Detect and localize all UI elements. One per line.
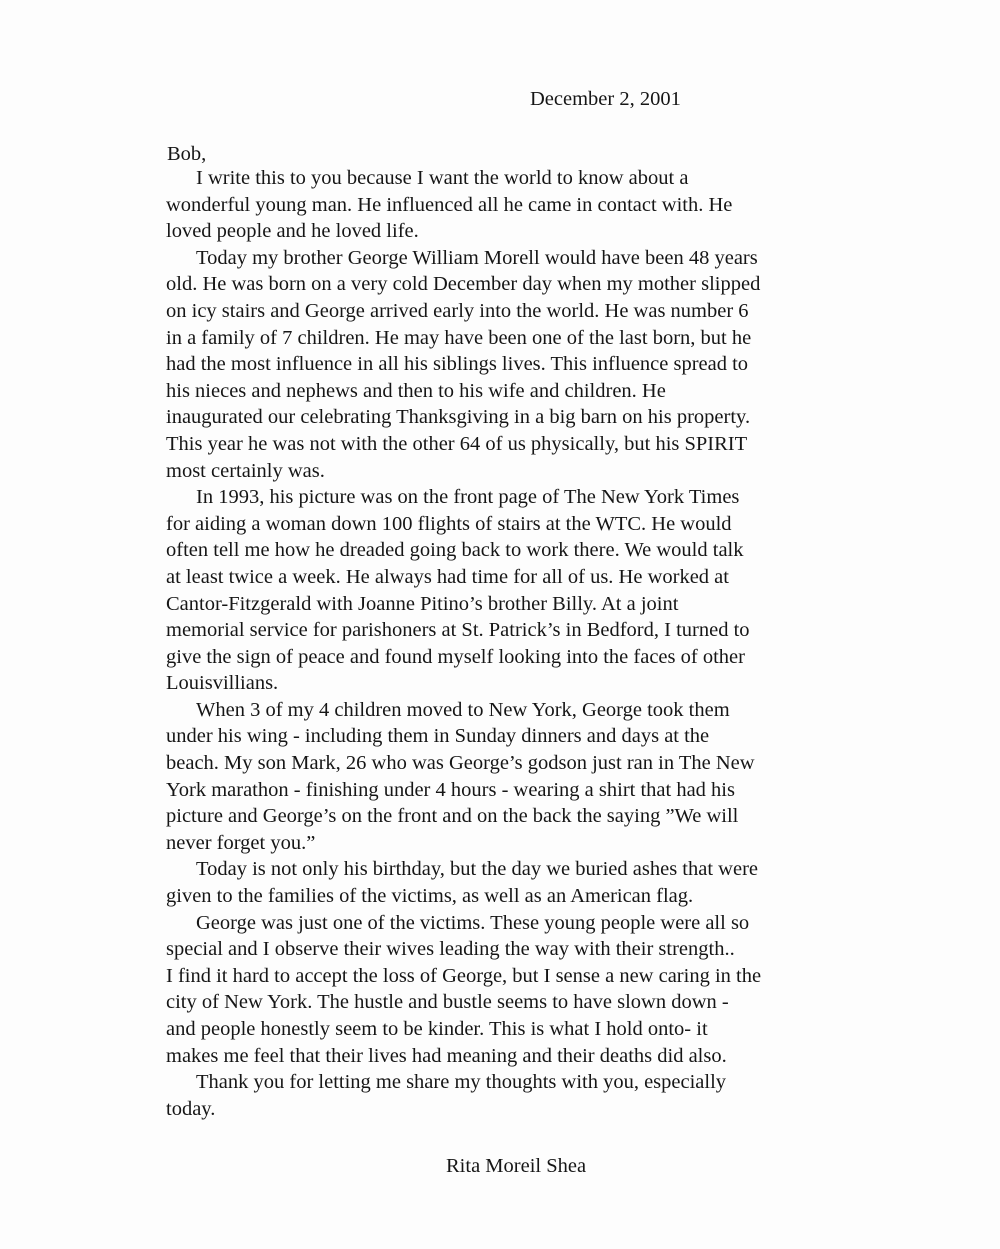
paragraph xyxy=(166,910,846,1070)
text-line: old. He was born on a very cold December day when my mother slipped xyxy=(166,273,761,296)
text-line: George was just one of the victims. These young people were all so xyxy=(196,911,750,934)
text-line: Louisvillians. xyxy=(166,672,279,695)
text-line: Thank you for letting me share my thoughts with you, especially xyxy=(196,1071,727,1094)
text-line: Today my brother George William Morell would have been 48 years xyxy=(196,246,758,269)
text-line: under his wing - including them in Sunday dinners and days at the xyxy=(166,725,710,748)
text-line: wonderful young man. He influenced all he came in contact with. He xyxy=(166,193,733,216)
text-line: his nieces and nephews and then to his wife and children. He xyxy=(166,379,666,402)
text-line: special and I observe their wives leading the way with their strength.. xyxy=(166,938,735,961)
salutation: Bob, xyxy=(167,143,207,165)
paragraph xyxy=(166,1069,846,1122)
paragraph xyxy=(166,856,846,909)
text-line: had the most influence in all his siblings lives. This influence spread to xyxy=(166,353,749,376)
text-line: When 3 of my 4 children moved to New York, George took them xyxy=(196,698,730,721)
text-line: loved people and he loved life. xyxy=(166,220,419,243)
text-line: Today is not only his birthday, but the day we buried ashes that were xyxy=(196,858,758,881)
paragraph xyxy=(166,165,846,245)
letter-date: December 2, 2001 xyxy=(530,88,681,110)
text-line: Cantor-Fitzgerald with Joanne Pitino’s brother Billy. At a joint xyxy=(166,592,679,615)
text-line: York marathon - finishing under 4 hours - wearing a shirt that had his xyxy=(166,778,735,801)
text-line: on icy stairs and George arrived early into the world. He was number 6 xyxy=(166,299,749,322)
text-line: This year he was not with the other 64 of us physically, but his SPIRIT xyxy=(166,432,748,455)
text-line: in a family of 7 children. He may have been one of the last born, but he xyxy=(166,326,752,349)
text-line: and people honestly seem to be kinder. This is what I hold onto- it xyxy=(166,1018,708,1040)
signature: Rita Moreil Shea xyxy=(446,1155,587,1177)
text-line: I find it hard to accept the loss of George, but I sense a new caring in the xyxy=(166,964,762,987)
letter-body xyxy=(166,165,846,1122)
text-line: given to the families of the victims, as well as an American flag. xyxy=(166,885,694,908)
text-line: I write this to you because I want the world to know about a xyxy=(196,167,689,189)
text-line: In 1993, his picture was on the front page of The New York Times xyxy=(196,486,740,509)
text-line: beach. My son Mark, 26 who was George’s godson just ran in The New xyxy=(166,752,755,775)
text-line: give the sign of peace and found myself looking into the faces of other xyxy=(166,645,745,668)
text-line: today. xyxy=(166,1097,216,1120)
text-line: makes me feel that their lives had meaning and their deaths did also. xyxy=(166,1044,727,1067)
text-line: at least twice a week. He always had time for all of us. He worked at xyxy=(166,565,729,588)
text-line: picture and George’s on the front and on the back the saying ”We will xyxy=(166,805,739,828)
text-line: most certainly was. xyxy=(166,459,325,482)
text-line: city of New York. The hustle and bustle seems to have slown down - xyxy=(166,991,729,1014)
text-line: memorial service for parishoners at St. Patrick’s in Bedford, I turned to xyxy=(166,619,750,642)
text-line: often tell me how he dreaded going back to work there. We would talk xyxy=(166,539,744,562)
paragraph xyxy=(166,484,846,697)
text-line: for aiding a woman down 100 flights of stairs at the WTC. He would xyxy=(166,512,732,535)
paragraph xyxy=(166,697,846,857)
paragraph xyxy=(166,245,846,484)
text-line: never forget you.” xyxy=(166,831,316,854)
text-line: inaugurated our celebrating Thanksgiving in a big barn on his property. xyxy=(166,406,751,429)
